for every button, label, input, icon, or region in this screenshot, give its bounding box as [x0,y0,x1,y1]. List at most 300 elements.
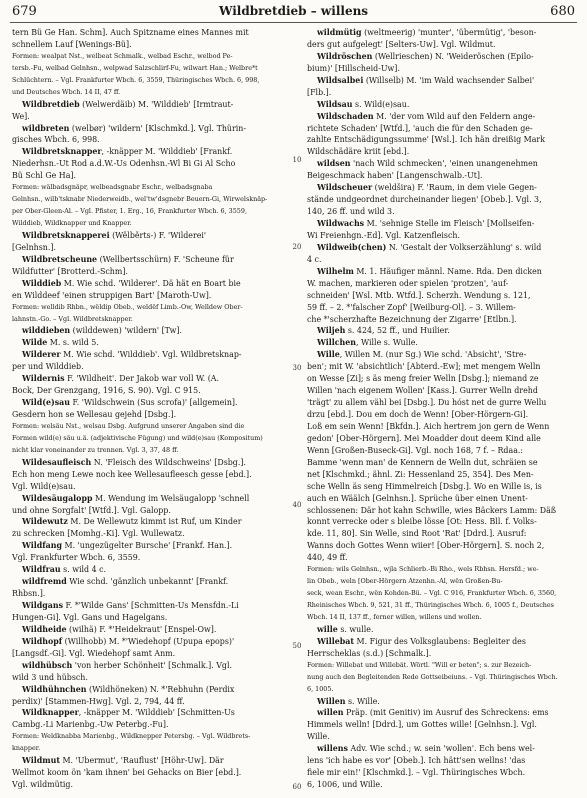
entry-text: (Wellbertsschürn) F. 'Scheune für [97,254,234,264]
forms-note-line [12,183,280,193]
entry-text: schnellem Lauf [Wenings-Bü]. [12,39,132,49]
text-line [12,768,280,778]
entry-text: sche Welln äs seng Himmelreich [Dsbg.]. Wo en Wille is, is [307,481,542,491]
entry-text: 4 c. [307,254,322,264]
forms-note-line [307,577,577,587]
text-line [307,649,577,659]
text-line [307,374,577,384]
entry-line [307,243,577,253]
line-number: 50 [292,642,302,650]
text-line [12,506,280,516]
entry-line [307,76,577,86]
entry-line [12,577,280,587]
entry-line [307,219,577,229]
entry-text: Wildfutter' [Brotterd.-Schm]. [12,266,128,276]
text-line [307,207,577,217]
text-line [307,470,577,480]
entry-text: und ohne Sorgfalt' [Wtfd.]. Vgl. Galopp. [12,505,171,515]
text-line [12,28,280,38]
page-header [0,0,587,24]
entry-text: We]. [12,111,30,121]
headword: Wilhelm [317,266,354,276]
entry-text: net [Klschmkd.; ähnl. Zi: Hessenland 25, 354]. Des Men- [307,469,534,479]
forms-note-line [307,601,577,611]
entry-line [307,183,577,193]
headword: Wildröschen [317,51,373,61]
text-line [307,40,577,50]
entry-text: s. Wille. [345,696,380,706]
text-line [12,112,280,122]
text-line [12,482,280,492]
entry-text: 6, 1006, und Wille. [307,780,383,790]
text-line [307,255,577,265]
headword: willen [317,708,344,718]
entry-text: M. s. wild 5. [47,338,99,348]
text-line [12,529,280,539]
line-number: 10 [292,156,302,164]
text-line [12,362,280,372]
headword: wildhübsch [22,660,73,670]
text-line [307,458,577,468]
entry-line [12,685,280,695]
entry-text: 59 ff. – 2. *'falscher Zopf' [Weilburg-Ol]. – 3. Willem- [307,302,516,312]
headword: Wildwachs [317,219,365,228]
entry-text: und Deutsches Wbch. 14 II, 47 ff. [12,87,121,96]
entry-text: M. Wie schd. 'Wilderer'. Dä hät en Boart bie [61,278,241,288]
line-number: 40 [292,501,302,509]
entry-text: knapper. [12,744,41,753]
text-line [12,589,280,599]
entry-text: Vgl. Frankfurter Wbch. 6, 3559. [12,553,141,563]
entry-text: schlossenen: Där hot kahn Schwille, wies Bäckers Lamm: Däß [307,505,557,515]
entry-text: gisches Wbch. 6, 998. [12,135,100,145]
text-line [12,159,280,169]
entry-text: Ech hon meng Lewe noch kee Wellesaufleesch gesse [ebd.]. [12,469,252,479]
entry-line [12,398,280,408]
text-line [307,124,577,134]
entry-line [307,708,577,718]
headword: Wildesaufleisch [22,457,92,467]
entry-text: bium)' [Hillscheid-Uw]. [307,63,400,73]
entry-text: tersb.-Fu, welbad Gelnhsn., welpwad Salzschlirf-Fu, wilwart Han.; Welbre*t [12,63,258,72]
entry-text: richtete Schaden' [Wtfd.], 'auch die für den Schaden ge- [307,123,533,133]
forms-note-line [12,732,280,742]
entry-text: F. 'Wildschwein (Sus scrofa)' [allgemein]. [70,398,238,408]
text-line [307,446,577,456]
text-line [12,553,280,563]
entry-line [12,374,280,384]
entry-text: zahlte Entschädigungssumme' [Wsl.]. Ich hän dreißig Mark [307,135,545,145]
line-number: 30 [292,364,302,372]
entry-line [307,112,577,122]
forms-note-line [12,422,280,432]
text-line [307,195,577,205]
entry-text: Wellmot koom ön 'kam ihnen' bei Gehacks on Bier [ebd.]. [12,768,242,778]
entry-text: M. Wie schd. 'Wilddieb'. Vgl. Wildbretsknap- [60,350,242,360]
headword: Willen [317,696,346,706]
entry-line [307,697,577,707]
entry-text: ben'; mit W. 'absichtlich' [Abterd.-Ew]; met mengem Welln [307,362,541,372]
entry-line [12,517,280,527]
entry-text: Vgl. wildmütig. [12,780,73,790]
headword: Wildbretsknapper [22,147,102,157]
entry-line [12,756,280,766]
entry-text: Formen wild(e) säu u.ä. (adjektivische Fügung) und wild(e)sau (Kompositum) [12,433,263,442]
text-line [307,482,577,492]
forms-note-line [307,673,577,683]
entry-line [12,601,280,611]
forms-note-line [307,565,577,575]
text-line [307,398,577,408]
entry-text: F. 'Wildheit'. Der Jakob war voll W. (A. [64,374,220,384]
headword: Wildesäugalopp [22,493,93,503]
text-line [307,386,577,396]
entry-line [12,625,280,635]
entry-text: Rheinisches Wbch. 9, 521, 31 ff., Thüringisches Wbch. 6, 1005 f., Deutsches [307,601,554,609]
text-line [12,243,280,253]
text-line [307,506,577,516]
entry-line [12,124,280,134]
entry-text: , Wille s. Wulle. [356,338,418,348]
entry-text: M. De Wellewutz kimmt ist Ruf, um Kinder [67,517,242,527]
forms-note-line [12,64,280,74]
entry-line [12,708,280,718]
forms-note-line [12,315,280,325]
text-line [12,697,280,707]
entry-text: M. 'der vom Wild auf den Feldern ange- [373,111,536,121]
headword: wildbreten [22,123,70,133]
entry-text: Wie schd. 'gänzlich unbekannt' [Frankf. [66,577,229,587]
entry-text: lin Obeb., weln [Ober-Hörgern Atzenhn.-Al, wën Großen-Bu- [307,577,503,586]
entry-line [12,279,280,289]
text-line [307,494,577,504]
entry-text: s. wild 4 c. [60,565,107,575]
entry-line [12,458,280,468]
entry-text: perdix)' [Stammen-Hwg]. Vgl. 2, 794, 44 ff. [12,696,185,706]
entry-text: fiele mir ein!' [Klschmkd.]. – Vgl. Thüringisches Wbch. [307,768,526,778]
entry-text: nung auch den Begleitenden Rede Gottseibeiuns. – Vgl. Thüringisches Wbch. [307,672,558,681]
entry-text: (Wildhöneken) N. *'Rebhuhn (Perdix [86,684,235,694]
text-line [12,613,280,623]
headword: Wilde [22,338,48,348]
forms-note-line [307,589,577,599]
text-line [12,410,280,420]
entry-text: Wildschädäre kriit [ebd.]. [307,147,410,157]
forms-note-line [12,52,280,62]
headword: Wildfang [22,541,62,551]
headword: Wildheide [22,624,67,634]
entry-line [307,338,577,348]
entry-text: s. wulle. [337,624,374,634]
entry-text: lens 'ich habe es vor' [Obeb.]. Ich hätt'sen wellns! 'das [307,756,526,766]
forms-note-line [307,661,577,671]
entry-text: 6, 1005. [307,684,334,693]
page-number-right: 680 [550,4,575,19]
entry-text: Formen: Weldknabba Marienbg., Wildknepper Petersbg. – Vgl. Wildbrets- [12,732,251,741]
entry-text: Cambg.-Li Marienbg.-Uw Peterbg.-Fu]. [12,720,169,730]
entry-text: , -knäpper M. 'Wilddieb' [Schmitten-Us [78,708,235,718]
entry-text: Gelnhsn., wilb'tsknabr Niederweidb., wel'tw'dsgnebr Beuern-Gi, Wirwelsknäp- [12,195,268,204]
entry-text: , -knäpper M. 'Wilddieb' [Frankf. [101,147,233,157]
entry-text: tern Bü Ge Han. Schm]. Auch Spitzname eines Mannes mit [12,28,249,37]
entry-text: Gesdern hon se Wellesau gejehd [Dsbg.]. [12,410,177,419]
entry-text: Loß em sein Wenn! [Bkfdn.]. Aich hertrem jon gern de Wenn [307,421,550,431]
entry-text: Wilddieb, Wildknapper und Knapper. [12,219,132,227]
entry-text: Wenn [Großen-Buseck-Gi]. Vgl. noch 168, 7 f. – Rdaa.: [307,445,524,455]
headword: Wiljeh [317,326,346,336]
forms-note-line [12,76,280,86]
forms-note-line [12,446,280,456]
headword: Wildgans [22,601,64,610]
headword: wildsen [317,159,351,169]
entry-text: Adv. Wie schd.; w. sein 'wollen'. Ech bens wel- [348,744,535,754]
entry-text: stände undgeordnet durcheinander liegen' [Obeb.]. Vgl. 3, [307,195,542,205]
entry-text: M. Figur des Volksglaubens: Begleiter des [354,636,526,646]
forms-note-line [307,613,577,623]
entry-text: Formen: Willebat und Willebät. Wörtl. "Will er beten"; s. zur Bezeich- [307,660,532,669]
entry-text: Bamme 'wenn man' de Kennern de Welln dut, schräien se [307,457,538,467]
entry-text: Bü Schl Ge Ha]. [12,171,76,181]
forms-note-line [12,88,280,98]
entry-text: (Welwerdäib) M. 'Wilddieb' [Irmtraut- [79,99,234,109]
entry-text: M. 'Übermut', 'Rauflust' [Höhr-Uw]. Där [59,756,224,766]
entry-text: per und Wilddieb. [12,362,84,372]
forms-note-line [12,219,280,229]
entry-text: (Wellrieschen) N. 'Weideröschen (Epilo- [372,51,534,61]
entry-text: zu schrecken [Momhg.-Ki]. Vgl. Wullewatz. [12,529,185,539]
entry-text: [Flb.]. [307,87,332,97]
entry-text: N. 'Fleisch des Wildschweins' [Dsbg.]. [91,457,246,467]
text-line [12,291,280,301]
entry-line [12,326,280,336]
headword: Wildmut [22,756,60,766]
text-line [307,422,577,432]
text-line [307,303,577,313]
entry-text: M. 'sehnige Stelle im Fleisch' [Mollseifen- [364,219,535,228]
entry-line [12,338,280,348]
headword: wildfremd [22,577,67,587]
text-line [307,362,577,372]
entry-text: Wbch. 14 II, 137 ff., ferner willen, willens und wollen. [307,612,482,621]
entry-text: W. machen, markieren oder spielen 'protzen', 'auf- [307,278,509,288]
left-column [12,28,280,792]
entry-text: 'von herber Schönheit' [Schmalk.]. Vgl. [72,660,233,670]
entry-text: konnt verrecke oder s bleibe lösse [Ot: Hess. Bll. f. Volks- [307,517,537,527]
headword: Wildbretsknapperei [22,230,110,240]
headword: willens [317,744,348,754]
text-line [307,231,577,241]
text-line [307,64,577,74]
entry-text: wild 3 und hübsch. [12,672,88,682]
entry-line [12,100,280,110]
headword: Wildfrau [22,565,61,575]
entry-line [12,494,280,504]
forms-note-line [12,434,280,444]
text-line [307,720,577,730]
entry-text: auch en Wäälch [Gelnhsn.]. Sprüche über einen Unent- [307,493,528,503]
entry-line [307,625,577,635]
text-line [307,291,577,301]
entry-text: , Willen M. (nur Sg.) Wie schd. 'Absicht', 'Stre- [339,350,527,360]
entry-text: (Wělběrts-) F. 'Wilderei' [109,230,207,240]
text-line [12,780,280,790]
text-line [307,553,577,563]
entry-text: Himmels welln! [Ddrd.], um Gottes wille! [Gelnhsn.]. Vgl. [307,720,537,730]
entry-text: lahnstn.-Go. – Vgl. Wildbretsknapper. [12,314,133,323]
text-line [307,732,577,742]
headword: Willebat [317,636,355,646]
text-line [307,279,577,289]
entry-text: seck, wean Eschr., wën Kohden-Bü. – Vgl. C 916, Frankfurter Wbch. 6, 3560, [307,589,557,598]
entry-line [307,637,577,647]
entry-text: Formen: welsäu Nst., welsau Dsbg. Aufgrund unserer Angaben sind die [12,421,245,430]
text-line [307,780,577,790]
headword: Wilderer [22,350,61,360]
entry-line [12,637,280,647]
entry-line [307,744,577,754]
entry-line [12,565,280,575]
text-line [307,517,577,527]
entry-text: N. 'Gestalt der Volkserzählung' s. wild [386,242,542,252]
entry-text: Willen 'nach eigenem Wollen' [Kass.]. Gurrer Welln drehd [307,386,538,396]
headword: Wildhühnchen [22,684,87,694]
entry-line [12,661,280,671]
entry-text: Herrscheklas (s.d.) [Schmalk.]. [307,648,432,658]
entry-text: Formen: welldib Rhbn., wëldip Obeb., weldëf Limb.-Ow, Welldew Ober- [12,302,243,311]
entry-line [307,28,577,38]
entry-text: Hungen-Gi]. Vgl. Gans und Hagelgans. [12,612,168,622]
entry-line [307,52,577,62]
headword: wilddieben [22,326,71,336]
entry-text: M. Wendung im Welsäugalopp 'schnell [92,493,250,503]
headword: Wildsalbei [317,75,364,85]
entry-text: Wanns doch Gottes Wenn wiier! [Ober-Hörgern]. S. noch 2, [307,541,545,551]
entry-text: Rhbsn.]. [12,589,46,599]
text-line [12,673,280,683]
text-line [307,768,577,778]
line-number: 60 [292,783,302,791]
entry-text: 440, 49 ff. [307,553,348,563]
entry-text: s. 424, 52 ff., und Huilier. [345,326,450,336]
text-line [307,171,577,181]
entry-text: Wi Freienhgn.-Ed]. Vgl. Katzenfleisch. [307,230,460,240]
entry-text: (Willhobb) M. *'Wiedehopf (Upupa epops)' [62,636,235,646]
entry-text: Vgl. Wild(e)sau. [12,481,76,491]
entry-line [12,147,280,157]
text-line [12,135,280,145]
entry-text: drzu [ebd.]. Dou em doch de Wenn! [Ober-Hörgern-Gi]. [307,410,529,419]
entry-text: 'trägt' zu allem vähl bei [Dsbg.]. Du hóst net de gurre Wellu [307,398,547,408]
entry-text: (weltmeerig) 'munter', 'übermütig', 'beson- [361,28,537,37]
entry-line [307,350,577,360]
headword: Wildewutz [22,517,68,527]
text-line [12,720,280,730]
entry-text: schneiden' [Wsl. Mtb. Wtfd.]. Scherzh. Wendung s. 121, [307,290,531,300]
entry-text: che *'scherzhafte Bezeichnung der Zigarre' [Etlbn.]. [307,314,517,324]
forms-note-line [307,685,577,695]
headword: Wilddieb [22,278,62,288]
entry-text: ders gut aufgelegt' [Selters-Uw]. Vgl. Wildmut. [307,39,496,49]
text-line [307,88,577,98]
headword: Wildbretdieb [22,99,80,109]
entry-text: (Willselb) M. 'im Wald wachsender Salbei' [363,75,535,85]
entry-text: (welbør) 'wildern' [Klschmkd.]. Vgl. Thürin- [69,123,247,133]
right-column [307,28,577,792]
running-title: Wildbretdieb – willens [218,4,369,18]
text-line [307,147,577,157]
entry-line [307,100,577,110]
forms-note-line [12,195,280,205]
entry-text: M. 'ungezügelter Bursche' [Frankf. Han.]. [62,541,233,551]
entry-text: 140, 26 ff. und wild 3. [307,207,395,217]
headword: wildmütig [317,28,362,37]
entry-text: gedon' [Ober-Hörgern]. Mei Moadder dout deem Kind alle [307,433,541,443]
text-line [307,135,577,145]
text-line [307,315,577,325]
entry-text: Beigeschmack haben' [Langenschwalb.-Ut]. [307,171,483,181]
text-line [12,649,280,659]
headword: Wildknapper [22,708,79,718]
headword: Wildernis [22,374,65,384]
forms-note-line [12,744,280,754]
entry-line [307,267,577,277]
entry-line [12,350,280,360]
entry-line [307,326,577,336]
headword: Wildbretscheune [22,254,98,264]
entry-text: M. 1. Häufiger männl. Name. Rda. Den dicken [353,266,542,276]
entry-text: Niederhsn.-Ut Rod a.d.W.-Us Odenhsn.-Wl Bi Gi Al Scho [12,159,236,169]
entry-text: (wilhä) F. *'Heidekraut' [Enspel-Ow]. [66,624,217,634]
entry-line [12,231,280,241]
page-number-left: 679 [12,4,37,19]
text-line [12,470,280,480]
entry-text: kde. 11, 80]. Sin Welle, sind Root 'Rat' [Ddrd.]. Ausruf: [307,529,527,539]
entry-line [307,159,577,169]
header-rule [10,22,577,23]
headword: Wild(e)sau [22,398,71,408]
entry-text: Formen: wils Gelnhsn., wjla Schlierb.-Bi Rho., wels Rbhsn. Hersfd.; we- [307,565,539,574]
text-line [307,541,577,551]
entry-text: Bock, Der Grenzgang, 1916, S. 90). Vgl. C 915. [12,386,201,396]
entry-line [12,255,280,265]
text-line [12,171,280,181]
headword: Wildschaden [317,111,374,121]
entry-text: s. Wild(e)sau. [352,99,410,109]
headword: Wille [317,350,340,360]
entry-text: Wille. [307,732,330,742]
headword: Wildsau [317,99,353,109]
entry-text: Schlüchtern. – Vgl. Frankfurter Wbch. 6, 3559, Thüringisches Wbch. 6, 998, [12,75,260,84]
headword: Wildscheuer [317,183,373,193]
headword: Wildhopf [22,636,63,646]
entry-text: (weldšira) F. 'Raum, in dem viele Gegen- [372,183,537,193]
entry-text: Formen: wealpat Nst., welbeat Schmalk., welbad Eschr., welbod Pe- [12,51,233,60]
headword: Willchen [317,338,357,348]
entry-text: Präp. (mit Genitiv) im Ausruf des Schreckens: ems [343,708,549,718]
entry-text: [Langsdf.-Gi]. Vgl. Wiedehopf samt Anm. [12,648,176,658]
text-line [12,386,280,396]
entry-text: 'nach Wild schmecken', 'einen unangenehmen [350,159,538,169]
text-line [307,756,577,766]
text-line [307,410,577,420]
entry-text: per Ober-Gleen-Al. – Vgl. Pfister, 1. Erg., 16, Frankfurter Wbch. 6, 3559, [12,207,247,216]
entry-text: (wilddewen) 'wildern' [Tw]. [70,326,182,336]
text-line [12,267,280,277]
text-line [307,529,577,539]
entry-text: Formen: wälbadsgnäpr, welbeadsgnabr Eschr., welbadsgnaba [12,183,213,192]
entry-text: F. *'Wilde Gans' [Schmitten-Us Mensfdn.-Li [63,601,239,610]
forms-note-line [12,303,280,313]
